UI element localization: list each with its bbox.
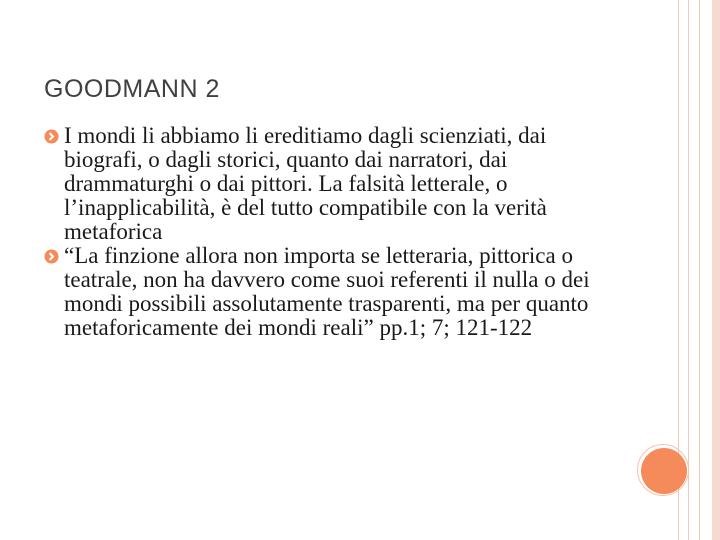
circled-chevron-icon — [44, 249, 59, 264]
decorative-band-edge — [712, 0, 720, 540]
bullet-text: I mondi li abbiamo li ereditiamo dagli scienziati, dai biografi, o dagli storici, quanto dai narratori, dai drammaturghi o dai pittori. La falsità letterale, o l’inapplicabilità, è del tutto compatibile con la verità metaforica — [64, 123, 547, 244]
bullet-item — [44, 244, 624, 340]
slide-title: GOODMANN 2 — [44, 75, 220, 103]
bullet-text: “La finzione allora non importa se letteraria, pittorica o teatrale, non ha davvero come suoi referenti il nulla o dei mondi possibili assolutamente trasparenti, ma per quanto metaforicamente dei mondi reali” pp.1; 7; 121-122 — [64, 243, 590, 340]
decorative-band-inner — [688, 0, 689, 540]
bullet-list — [44, 124, 624, 340]
circled-chevron-icon — [44, 129, 59, 144]
bullet-item — [44, 124, 624, 244]
decorative-circle — [641, 448, 687, 494]
